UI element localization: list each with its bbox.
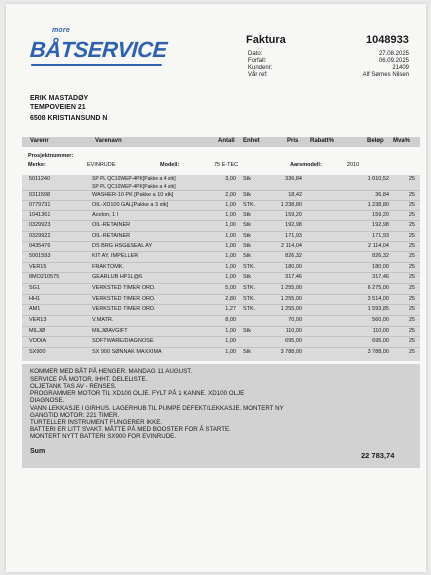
- line-item-varenavn: OIL-RETAINER: [92, 222, 131, 228]
- line-item-pris: 2 114,04: [280, 243, 302, 249]
- line-item-belop: 2 114,04: [367, 243, 389, 249]
- line-item-mva: 25: [408, 338, 415, 344]
- line-item-varenavn: GEARLUB HP1L@6: [92, 274, 143, 280]
- line-item-antall: 1,00: [225, 253, 236, 259]
- header-rabatt: Rabatt%: [310, 138, 335, 144]
- note-line: DIAGNOSE.: [30, 397, 65, 404]
- line-item-antall: 1,00: [225, 274, 236, 280]
- line-item-varenr: SX900: [29, 349, 46, 355]
- line-item-varenavn: MILJØAVGIFT: [92, 328, 128, 334]
- line-item-belop: 317,46: [372, 274, 389, 280]
- header-antall: Antall: [218, 138, 235, 144]
- row-divider: [22, 190, 420, 191]
- line-item-varenavn: SX 900 SØNNAK MAXXIMA: [92, 349, 162, 355]
- sum-label: Sum: [30, 448, 46, 455]
- line-item-varenr: SG1: [29, 285, 41, 291]
- row-divider: [22, 231, 420, 232]
- line-item-pris: 192,98: [285, 222, 302, 228]
- line-item-mva: 25: [408, 349, 415, 355]
- note-line: TURTELLER INSTRUMENT FUNGERER IKKE.: [30, 419, 163, 426]
- line-item-belop: 180,00: [372, 264, 389, 270]
- header-varenavn: Varenavn: [95, 138, 122, 144]
- line-item-belop: 36,84: [375, 192, 389, 198]
- line-item-varenr: 1041361: [29, 212, 51, 218]
- row-divider: [22, 347, 420, 348]
- row-divider: [22, 262, 420, 263]
- line-item-mva: 25: [408, 296, 415, 302]
- header-pris: Pris: [287, 138, 299, 144]
- line-item-enhet: Stk: [243, 349, 251, 355]
- customer-city: 6508 KRISTIANSUND N: [30, 115, 108, 122]
- line-item-mva: 25: [408, 253, 415, 259]
- line-item-belop: 826,32: [372, 253, 389, 259]
- line-item-varenavn: OIL-XD100 GAL[Pakke a 3 stk]: [92, 202, 169, 208]
- line-item-antall: 1,00: [225, 222, 236, 228]
- brand-value: EVINRUDE: [87, 162, 116, 168]
- line-item-varenavn: FRAKTOMK.: [92, 264, 124, 270]
- line-items-area: [22, 175, 420, 361]
- line-item-belop: 6 275,00: [367, 285, 389, 291]
- line-item-enhet: Stk: [243, 274, 251, 280]
- line-item-pris: 110,00: [285, 328, 302, 334]
- line-item-enhet: Stk: [243, 176, 251, 182]
- line-item-mva: 25: [408, 222, 415, 228]
- line-item-pris: 180,00: [285, 264, 302, 270]
- customer-name: ERIK MASTADØY: [30, 95, 89, 102]
- meta-label-due: Forfall:: [248, 58, 267, 64]
- line-item-pris: 70,00: [288, 317, 302, 323]
- logo-main-text: BÅTSERVICE: [29, 37, 168, 62]
- line-item-mva: 25: [408, 264, 415, 270]
- line-item-enhet: Stk: [243, 222, 251, 228]
- line-item-antall: 2,00: [225, 192, 236, 198]
- line-item-pris: 3 788,00: [280, 349, 302, 355]
- header-mva: Mva%: [393, 138, 411, 144]
- line-item-enhet: STK.: [243, 264, 256, 270]
- meta-value-customer-no: 21409: [392, 65, 409, 71]
- line-item-varenavn: VERKSTED TIMER ORD.: [92, 285, 156, 291]
- line-item-varenavn: OIL-RETAINER: [92, 233, 131, 239]
- logo-swoosh: [31, 64, 162, 66]
- note-line: SERVICE PÅ MOTOR. IHHT. DELELISTE.: [30, 376, 148, 383]
- line-item-varenr: 0311598: [29, 192, 51, 198]
- line-item-mva: 25: [408, 274, 415, 280]
- row-divider: [22, 283, 420, 284]
- line-item-varenavn: V.MATR.: [92, 317, 114, 323]
- line-item-varenavn: SOFTWARE/DIAGNOSE: [92, 338, 154, 344]
- line-item-pris: 695,00: [285, 338, 302, 344]
- line-item-belop: 3 514,00: [367, 296, 389, 302]
- line-item-mva: 25: [408, 328, 415, 334]
- line-item-varenr: 0329922: [29, 233, 51, 239]
- row-divider: [22, 200, 420, 201]
- note-line: KOMMER MED BÅT PÅ HENGER. MANDAG 11 AUGUST.: [30, 368, 193, 375]
- line-item-varenr: 8MO210575: [29, 274, 60, 280]
- line-item-varenavn: Aceton, 1 l: [92, 212, 118, 218]
- row-divider: [22, 304, 420, 305]
- line-item-belop: 1 593,85: [367, 306, 389, 312]
- line-item-antall: 1,27: [225, 306, 236, 312]
- line-item-enhet: STK.: [243, 296, 256, 302]
- header-belop: Beløp: [367, 138, 384, 144]
- row-divider: [22, 315, 420, 316]
- line-item-varenr: 5001593: [29, 253, 51, 259]
- meta-label-customer-no: Kundenr:: [248, 65, 273, 71]
- line-item-antall: 1,00: [225, 202, 236, 208]
- line-item-mva: 25: [408, 192, 415, 198]
- line-item-enhet: Stk: [243, 253, 251, 259]
- line-item-varenr: 5011240: [29, 176, 51, 182]
- row-divider: [22, 272, 420, 273]
- line-item-pris: 1 238,80: [280, 202, 302, 208]
- note-line: GANGTID MOTOR: 221 TIMER.: [30, 412, 120, 419]
- row-divider: [22, 241, 420, 242]
- line-item-varenavn: WASHER-10 PK [Pakke a 10 stk]: [92, 192, 174, 198]
- line-item-pris: 171,93: [285, 233, 302, 239]
- line-item-varenr: 0435476: [29, 243, 51, 249]
- line-item-antall: 1,00: [225, 338, 236, 344]
- header-enhet: Enhet: [243, 138, 260, 144]
- project-number-label: Prosjektnummer:: [28, 153, 74, 159]
- invoice-number: 1048933: [366, 34, 409, 46]
- note-line: MONTERT NYTT BATTERI SX900 FOR EVINRUDE.: [30, 433, 177, 440]
- line-item-pris: 159,20: [285, 212, 302, 218]
- line-item-varenr: VER15: [29, 264, 47, 270]
- line-item-varenr: HH1: [29, 296, 41, 302]
- line-item-belop: 171,93: [372, 233, 389, 239]
- line-item-mva: 25: [408, 317, 415, 323]
- line-item-pris: 317,46: [285, 274, 302, 280]
- row-divider: [22, 220, 420, 221]
- line-item-mva: 25: [408, 233, 415, 239]
- line-item-varenavn: KIT AY, IMPELLER: [92, 253, 139, 259]
- line-item-pris: 1 255,00: [280, 306, 302, 312]
- line-item-varenavn: VERKSTED TIMER ORD.: [92, 306, 156, 312]
- line-item-belop: 192,98: [372, 222, 389, 228]
- line-item-pris: 826,32: [285, 253, 302, 259]
- row-divider: [22, 294, 420, 295]
- line-item-antall: 1,00: [225, 349, 236, 355]
- note-line: PROGRAMMER MOTOR TIL XD100 OLJE. FYLT PÅ 1 KANNE. XD100 OLJE: [30, 390, 245, 397]
- meta-label-date: Dato:: [248, 51, 263, 57]
- line-item-varenr: 0329923: [29, 222, 51, 228]
- line-item-varenr: 0779731: [29, 202, 51, 208]
- line-item-pris: 336,84: [285, 176, 302, 182]
- model-label: Modell:: [160, 162, 180, 168]
- company-logo: [29, 37, 168, 63]
- meta-value-date: 27.08.2025: [378, 51, 409, 57]
- line-item-varenr: VODIA: [29, 338, 47, 344]
- row-divider: [22, 210, 420, 211]
- line-item-varenavn: SP PL QC10WEP-4PK[Pakke a 4 stk]: [92, 184, 176, 190]
- line-item-belop: 3 788,00: [367, 349, 389, 355]
- line-item-varenr: MILJØ: [29, 328, 46, 334]
- line-item-mva: 25: [408, 212, 415, 218]
- line-item-mva: 25: [408, 285, 415, 291]
- line-item-enhet: Stk: [243, 192, 251, 198]
- line-item-antall: 2,80: [225, 296, 236, 302]
- line-item-mva: 25: [408, 243, 415, 249]
- line-item-antall: 3,00: [225, 176, 236, 182]
- line-item-varenr: VER13: [29, 317, 47, 323]
- meta-value-our-ref: Alf Sørnes Nilsen: [362, 72, 409, 78]
- line-item-antall: 1,00: [225, 328, 236, 334]
- line-item-pris: 18,42: [288, 192, 302, 198]
- line-item-mva: 25: [408, 202, 415, 208]
- line-item-enhet: STK.: [243, 306, 256, 312]
- line-item-varenavn: DS BRG HSG&SEAL AY: [92, 243, 153, 249]
- line-item-varenr: AM1: [29, 306, 41, 312]
- brand-label: Merke:: [28, 162, 46, 168]
- header-varenr: Varenr: [30, 138, 49, 144]
- line-item-antall: 5,00: [225, 285, 236, 291]
- line-item-belop: 1 010,52: [367, 176, 389, 182]
- document-title: Faktura: [246, 34, 286, 46]
- line-item-varenavn: SP PL QC10WEP-4PK[Pakke a 4 stk]: [92, 176, 176, 182]
- line-item-antall: 1,00: [225, 233, 236, 239]
- sum-value: 22 783,74: [361, 451, 395, 460]
- model-year-value: 2010: [347, 162, 360, 168]
- line-item-mva: 25: [408, 176, 415, 182]
- line-item-belop: 110,00: [372, 328, 389, 334]
- line-item-enhet: STK.: [243, 285, 256, 291]
- line-item-belop: 1 238,80: [367, 202, 389, 208]
- note-line: VANN LEKKASJE I GIRHUS. LAGERHUB TIL PUMPE DEFEKT/LEKKASJE. MONTERT NY: [30, 405, 284, 412]
- line-item-enhet: STK.: [243, 202, 256, 208]
- model-year-label: Aarsmodell:: [290, 162, 322, 168]
- line-item-mva: 25: [408, 306, 415, 312]
- line-item-belop: 159,20: [372, 212, 389, 218]
- line-item-varenavn: VERKSTED TIMER ORD.: [92, 296, 156, 302]
- note-line: OLJETANK TAS AV - RENSES.: [30, 383, 117, 390]
- line-item-enhet: Stk: [243, 233, 251, 239]
- row-divider: [22, 336, 420, 337]
- logo-top-text: more: [52, 27, 70, 34]
- line-item-belop: 560,00: [372, 317, 389, 323]
- line-item-antall: 8,00: [225, 317, 236, 323]
- meta-value-due: 06.09.2025: [378, 58, 409, 64]
- line-item-enhet: Stk: [243, 328, 251, 334]
- row-divider: [22, 251, 420, 252]
- line-item-enhet: Stk: [243, 243, 251, 249]
- line-item-antall: 1,00: [225, 243, 236, 249]
- line-item-pris: 1 255,00: [280, 285, 302, 291]
- model-value: 75 E-TEC: [214, 162, 239, 168]
- row-divider: [22, 326, 420, 327]
- line-item-belop: 695,00: [372, 338, 389, 344]
- note-line: BATTERI ER LITT SVAKT. MÅTTE PÅ MED BOOSTER FOR Å STARTE.: [30, 426, 231, 433]
- customer-address: TEMPOVEIEN 21: [30, 104, 86, 111]
- line-item-pris: 1 255,00: [280, 296, 302, 302]
- line-item-antall: 1,00: [225, 264, 236, 270]
- meta-label-our-ref: Vår ref:: [248, 72, 268, 78]
- line-item-antall: 1,00: [225, 212, 236, 218]
- line-item-enhet: Stk: [243, 212, 251, 218]
